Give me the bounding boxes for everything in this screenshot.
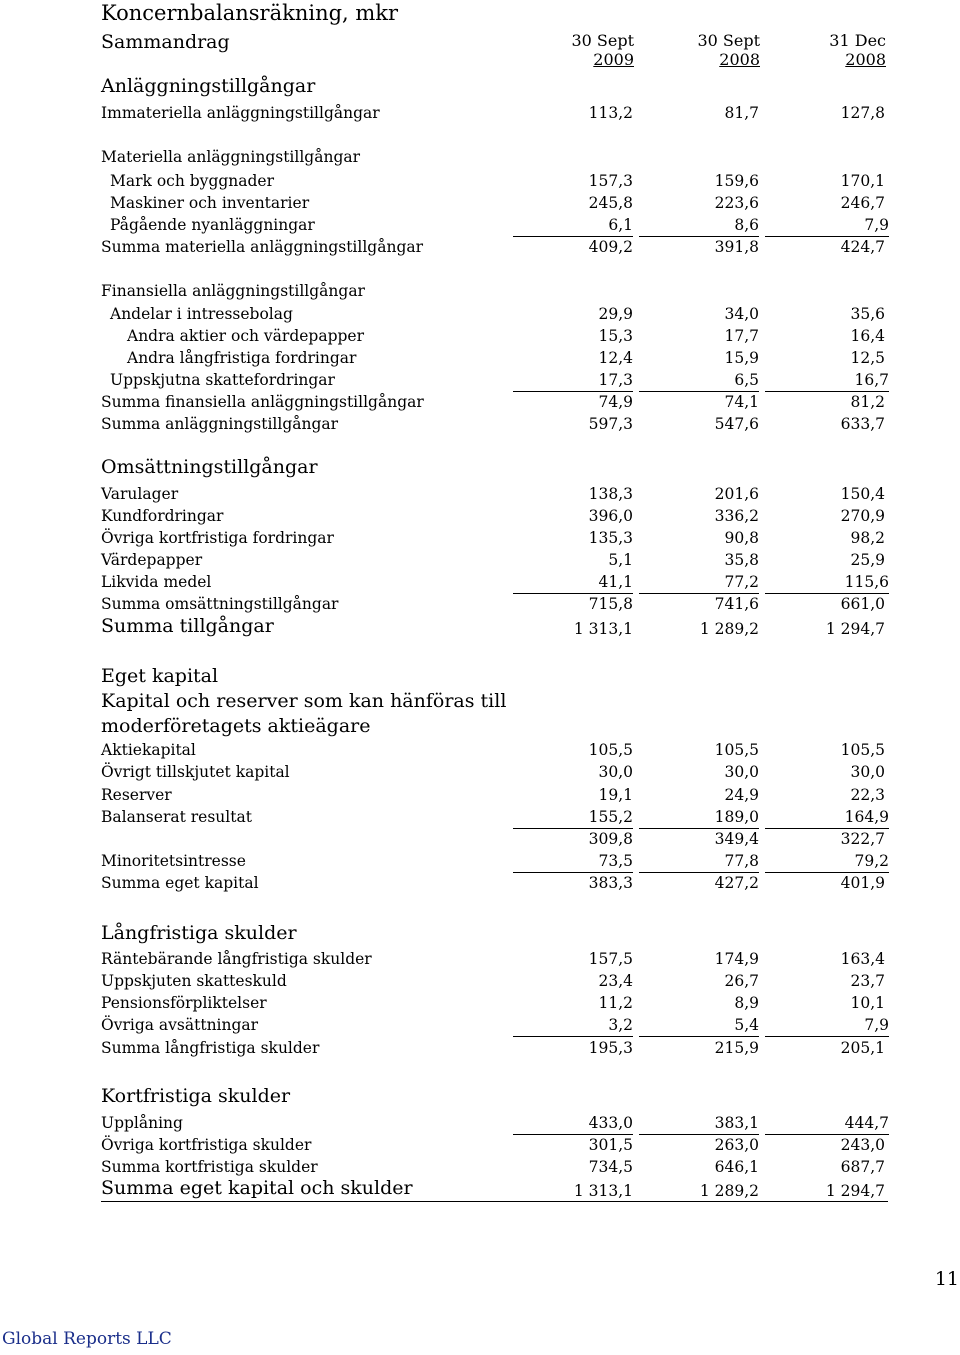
row-value-col-0: 245,8 bbox=[588, 194, 633, 212]
row-label: Summa tillgångar bbox=[101, 615, 274, 637]
table-row bbox=[0, 692, 960, 714]
row-label: Övrigt tillskjutet kapital bbox=[101, 763, 290, 781]
row-value-col-0: 6,1 bbox=[513, 214, 633, 237]
row-label: Aktiekapital bbox=[101, 741, 196, 759]
row-value-col-2: 98,2 bbox=[850, 529, 885, 547]
table-row bbox=[0, 192, 960, 214]
row-value-col-0: 105,5 bbox=[588, 741, 633, 759]
row-value-col-1: 174,9 bbox=[714, 950, 759, 968]
row-value-col-1: 391,8 bbox=[714, 238, 759, 256]
table-row bbox=[0, 761, 960, 783]
row-value-col-1: 8,6 bbox=[639, 214, 759, 237]
row-value-col-2: 687,7 bbox=[840, 1158, 885, 1176]
row-label: Summa kortfristiga skulder bbox=[101, 1158, 318, 1176]
table-row bbox=[0, 1177, 960, 1202]
column-header-1-line1: 30 Sept bbox=[697, 31, 760, 50]
row-value-col-0: 29,9 bbox=[598, 305, 633, 323]
row-value-col-0: 74,9 bbox=[598, 393, 633, 411]
table-row bbox=[0, 615, 960, 640]
row-label: Summa materiella anläggningstillgångar bbox=[101, 238, 424, 256]
row-value-col-2: 243,0 bbox=[840, 1136, 885, 1154]
row-value-col-0: 383,3 bbox=[588, 874, 633, 892]
row-value-col-2: 16,7 bbox=[765, 369, 889, 392]
row-label: Likvida medel bbox=[101, 573, 212, 591]
row-label: Pensionsförpliktelser bbox=[101, 994, 267, 1012]
table-row bbox=[0, 667, 960, 689]
row-value-col-1: 90,8 bbox=[724, 529, 759, 547]
table-row bbox=[0, 391, 960, 413]
row-label: Summa långfristiga skulder bbox=[101, 1039, 320, 1057]
row-value-col-2: 661,0 bbox=[840, 595, 885, 613]
table-row bbox=[0, 992, 960, 1014]
table-row bbox=[0, 347, 960, 369]
row-value-col-1: 427,2 bbox=[714, 874, 759, 892]
row-label: Eget kapital bbox=[101, 665, 219, 687]
row-label: Kapital och reserver som kan hänföras till bbox=[101, 690, 507, 712]
row-value-col-1: 74,1 bbox=[724, 393, 759, 411]
row-label: Kortfristiga skulder bbox=[101, 1085, 291, 1107]
row-label: Summa eget kapital och skulder bbox=[101, 1177, 413, 1199]
row-label: Upplåning bbox=[101, 1114, 183, 1132]
row-value-col-2: 127,8 bbox=[840, 104, 885, 122]
row-value-col-1: 263,0 bbox=[714, 1136, 759, 1154]
table-row bbox=[0, 549, 960, 571]
row-label: Finansiella anläggningstillgångar bbox=[101, 282, 365, 300]
row-label: Mark och byggnader bbox=[110, 172, 275, 190]
row-value-col-0: 309,8 bbox=[588, 830, 633, 848]
row-label: Minoritetsintresse bbox=[101, 852, 246, 870]
row-value-col-1: 8,9 bbox=[734, 994, 759, 1012]
table-row bbox=[0, 505, 960, 527]
row-label: Varulager bbox=[101, 485, 179, 503]
row-value-col-2: 81,2 bbox=[850, 393, 885, 411]
row-value-col-0: 409,2 bbox=[588, 238, 633, 256]
column-header-1 bbox=[640, 31, 760, 69]
row-value-col-0: 157,5 bbox=[588, 950, 633, 968]
column-header-0 bbox=[514, 31, 634, 69]
row-value-col-2: 401,9 bbox=[840, 874, 885, 892]
row-label: Balanserat resultat bbox=[101, 808, 252, 826]
table-row bbox=[0, 1014, 960, 1036]
row-label: Maskiner och inventarier bbox=[110, 194, 310, 212]
row-label: moderföretagets aktieägare bbox=[101, 715, 371, 737]
row-value-col-1: 383,1 bbox=[639, 1112, 759, 1135]
document-title: Koncernbalansräkning, mkr bbox=[101, 1, 399, 25]
table-row bbox=[0, 1156, 960, 1178]
row-value-col-1: 201,6 bbox=[714, 485, 759, 503]
table-row bbox=[0, 739, 960, 761]
row-label: Summa eget kapital bbox=[101, 874, 259, 892]
row-value-col-2: 150,4 bbox=[840, 485, 885, 503]
row-label: Summa anläggningstillgångar bbox=[101, 415, 339, 433]
row-value-col-2: 23,7 bbox=[850, 972, 885, 990]
table-row bbox=[0, 458, 960, 480]
row-value-col-2: 246,7 bbox=[840, 194, 885, 212]
total-rule bbox=[101, 1201, 888, 1202]
row-value-col-0: 17,3 bbox=[513, 369, 633, 392]
row-value-col-1: 34,0 bbox=[724, 305, 759, 323]
row-value-col-0: 23,4 bbox=[598, 972, 633, 990]
row-label: Omsättningstillgångar bbox=[101, 456, 318, 478]
table-row bbox=[0, 413, 960, 435]
row-value-col-0: 135,3 bbox=[588, 529, 633, 547]
row-label: Långfristiga skulder bbox=[101, 922, 297, 944]
column-header-0-line1: 30 Sept bbox=[571, 31, 634, 50]
table-row bbox=[0, 170, 960, 192]
row-value-col-0: 19,1 bbox=[598, 786, 633, 804]
row-value-col-0: 433,0 bbox=[513, 1112, 633, 1135]
row-value-col-1: 5,4 bbox=[639, 1014, 759, 1037]
row-value-col-1: 6,5 bbox=[639, 369, 759, 392]
row-value-col-0: 597,3 bbox=[588, 415, 633, 433]
row-value-col-1: 1 289,2 bbox=[699, 1182, 759, 1200]
row-value-col-2: 16,4 bbox=[850, 327, 885, 345]
table-row bbox=[0, 571, 960, 593]
row-label: Summa omsättningstillgångar bbox=[101, 595, 339, 613]
row-label: Andra långfristiga fordringar bbox=[127, 349, 357, 367]
column-header-2 bbox=[766, 31, 886, 69]
row-value-col-0: 734,5 bbox=[588, 1158, 633, 1176]
table-row bbox=[0, 970, 960, 992]
row-value-col-1: 741,6 bbox=[714, 595, 759, 613]
row-value-col-1: 547,6 bbox=[714, 415, 759, 433]
row-value-col-0: 301,5 bbox=[588, 1136, 633, 1154]
row-value-col-1: 35,8 bbox=[724, 551, 759, 569]
table-row bbox=[0, 102, 960, 124]
row-value-col-2: 164,9 bbox=[765, 806, 889, 829]
table-row bbox=[0, 850, 960, 872]
table-row bbox=[0, 1087, 960, 1109]
row-value-col-0: 715,8 bbox=[588, 595, 633, 613]
table-row bbox=[0, 1112, 960, 1134]
page-number: 11 bbox=[934, 1268, 959, 1290]
row-value-col-0: 1 313,1 bbox=[573, 1182, 633, 1200]
row-value-col-2: 35,6 bbox=[850, 305, 885, 323]
table-row bbox=[0, 303, 960, 325]
row-label: Räntebärande långfristiga skulder bbox=[101, 950, 372, 968]
row-label: Övriga avsättningar bbox=[101, 1016, 259, 1034]
table-row bbox=[0, 369, 960, 391]
row-label: Kundfordringar bbox=[101, 507, 224, 525]
row-label: Övriga kortfristiga fordringar bbox=[101, 529, 334, 547]
row-value-col-2: 270,9 bbox=[840, 507, 885, 525]
row-value-col-2: 633,7 bbox=[840, 415, 885, 433]
row-value-col-1: 30,0 bbox=[724, 763, 759, 781]
row-label: Pågående nyanläggningar bbox=[110, 216, 315, 234]
table-row bbox=[0, 948, 960, 970]
row-value-col-0: 73,5 bbox=[513, 850, 633, 873]
row-label: Immateriella anläggningstillgångar bbox=[101, 104, 380, 122]
table-row bbox=[0, 236, 960, 258]
table-row bbox=[0, 1037, 960, 1059]
table-row bbox=[0, 527, 960, 549]
row-label: Uppskjutna skattefordringar bbox=[110, 371, 335, 389]
row-value-col-2: 205,1 bbox=[840, 1039, 885, 1057]
row-value-col-1: 77,8 bbox=[639, 850, 759, 873]
row-value-col-0: 15,3 bbox=[598, 327, 633, 345]
row-value-col-2: 170,1 bbox=[840, 172, 885, 190]
row-value-col-1: 223,6 bbox=[714, 194, 759, 212]
row-value-col-2: 25,9 bbox=[850, 551, 885, 569]
footer-publisher: Global Reports LLC bbox=[2, 1329, 172, 1349]
row-label: Anläggningstillgångar bbox=[101, 75, 316, 97]
row-value-col-0: 157,3 bbox=[588, 172, 633, 190]
table-row bbox=[0, 717, 960, 739]
row-value-col-2: 163,4 bbox=[840, 950, 885, 968]
row-value-col-1: 26,7 bbox=[724, 972, 759, 990]
row-value-col-0: 195,3 bbox=[588, 1039, 633, 1057]
row-value-col-0: 12,4 bbox=[598, 349, 633, 367]
row-label: Värdepapper bbox=[101, 551, 203, 569]
row-value-col-0: 1 313,1 bbox=[573, 620, 633, 638]
column-header-2-line1: 31 Dec bbox=[829, 31, 886, 50]
row-value-col-2: 444,7 bbox=[765, 1112, 889, 1135]
row-value-col-2: 7,9 bbox=[765, 214, 889, 237]
row-label: Uppskjuten skatteskuld bbox=[101, 972, 287, 990]
row-value-col-1: 105,5 bbox=[714, 741, 759, 759]
table-row bbox=[0, 325, 960, 347]
row-value-col-2: 22,3 bbox=[850, 786, 885, 804]
row-value-col-1: 24,9 bbox=[724, 786, 759, 804]
column-header-0-year: 2009 bbox=[593, 50, 634, 69]
summary-label: Sammandrag bbox=[101, 31, 230, 53]
table-row bbox=[0, 146, 960, 168]
row-value-col-2: 1 294,7 bbox=[825, 620, 885, 638]
table-row bbox=[0, 77, 960, 99]
table-row bbox=[0, 214, 960, 236]
row-value-col-2: 1 294,7 bbox=[825, 1182, 885, 1200]
row-value-col-1: 1 289,2 bbox=[699, 620, 759, 638]
row-value-col-0: 396,0 bbox=[588, 507, 633, 525]
row-value-col-0: 3,2 bbox=[513, 1014, 633, 1037]
column-header-1-year: 2008 bbox=[719, 50, 760, 69]
row-value-col-1: 159,6 bbox=[714, 172, 759, 190]
table-row bbox=[0, 872, 960, 894]
row-value-col-1: 189,0 bbox=[639, 806, 759, 829]
row-value-col-2: 115,6 bbox=[765, 571, 889, 594]
table-row bbox=[0, 784, 960, 806]
row-value-col-2: 10,1 bbox=[850, 994, 885, 1012]
row-value-col-0: 11,2 bbox=[598, 994, 633, 1012]
row-label: Summa finansiella anläggningstillgångar bbox=[101, 393, 424, 411]
row-value-col-2: 7,9 bbox=[765, 1014, 889, 1037]
row-value-col-2: 30,0 bbox=[850, 763, 885, 781]
row-label: Andelar i intressebolag bbox=[110, 305, 293, 323]
table-row bbox=[0, 280, 960, 302]
table-row bbox=[0, 593, 960, 615]
row-label: Reserver bbox=[101, 786, 172, 804]
row-label: Materiella anläggningstillgångar bbox=[101, 148, 361, 166]
row-label: Andra aktier och värdepapper bbox=[127, 327, 365, 345]
column-header-2-year: 2008 bbox=[845, 50, 886, 69]
row-label: Övriga kortfristiga skulder bbox=[101, 1136, 312, 1154]
table-row bbox=[0, 828, 960, 850]
row-value-col-0: 138,3 bbox=[588, 485, 633, 503]
row-value-col-0: 5,1 bbox=[608, 551, 633, 569]
row-value-col-2: 105,5 bbox=[840, 741, 885, 759]
row-value-col-1: 17,7 bbox=[724, 327, 759, 345]
row-value-col-0: 155,2 bbox=[513, 806, 633, 829]
table-row bbox=[0, 483, 960, 505]
row-value-col-2: 322,7 bbox=[840, 830, 885, 848]
row-value-col-2: 79,2 bbox=[765, 850, 889, 873]
table-row bbox=[0, 924, 960, 946]
row-value-col-1: 81,7 bbox=[724, 104, 759, 122]
row-value-col-1: 336,2 bbox=[714, 507, 759, 525]
table-row bbox=[0, 806, 960, 828]
row-value-col-1: 646,1 bbox=[714, 1158, 759, 1176]
row-value-col-0: 30,0 bbox=[598, 763, 633, 781]
table-row bbox=[0, 1134, 960, 1156]
row-value-col-0: 41,1 bbox=[513, 571, 633, 594]
row-value-col-1: 215,9 bbox=[714, 1039, 759, 1057]
row-value-col-1: 349,4 bbox=[714, 830, 759, 848]
row-value-col-0: 113,2 bbox=[588, 104, 633, 122]
row-value-col-1: 77,2 bbox=[639, 571, 759, 594]
row-value-col-2: 424,7 bbox=[840, 238, 885, 256]
row-value-col-1: 15,9 bbox=[724, 349, 759, 367]
row-value-col-2: 12,5 bbox=[850, 349, 885, 367]
